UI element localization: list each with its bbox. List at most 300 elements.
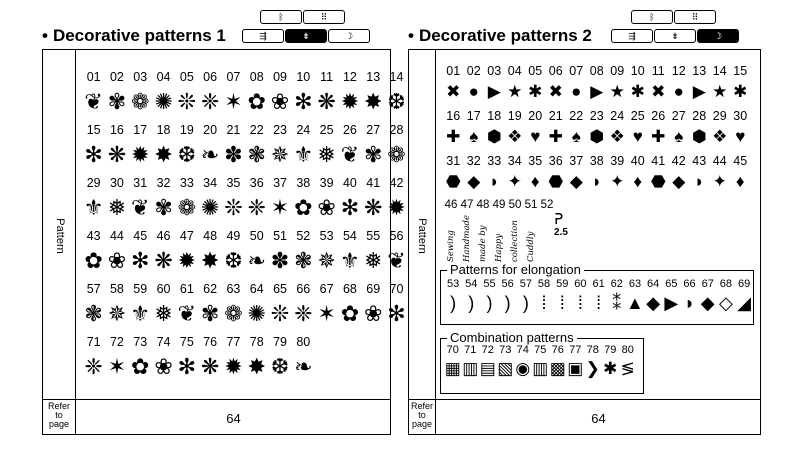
pattern-number: 44 <box>712 154 727 168</box>
pattern-number: 04 <box>156 70 171 84</box>
refer-to-page-label: Refer to page <box>410 401 433 429</box>
stitch-pattern-icon[interactable]: ✿ <box>131 353 150 379</box>
stitch-pattern-icon[interactable]: ✱ <box>733 81 748 101</box>
pattern-number: 40 <box>630 154 645 168</box>
pattern-number: 56 <box>389 229 404 243</box>
pattern-number-row <box>82 229 408 243</box>
stitch-pattern-icon[interactable]: ❋ <box>363 194 383 220</box>
stitch-pattern-icon[interactable]: ❃ <box>294 247 313 273</box>
stitch-pattern-icon[interactable]: ✶ <box>224 88 243 114</box>
stitch-pattern-icon[interactable]: ❁ <box>177 194 197 220</box>
pattern-number: 19 <box>179 123 194 137</box>
stitch-pattern-icon[interactable]: ) <box>450 292 457 313</box>
stitch-pattern-icon[interactable]: ⚜ <box>83 194 104 220</box>
elongation-title: Patterns for elongation <box>447 262 584 277</box>
stitch-pattern-icon[interactable]: ✸ <box>363 88 383 114</box>
letter-pattern-icon: ᕈ <box>554 211 564 228</box>
stitch-pattern-icon[interactable]: ✸ <box>200 247 220 273</box>
pattern-number: 51 <box>273 229 287 243</box>
pattern-number: 65 <box>665 278 678 290</box>
pattern-number: 37 <box>569 154 584 168</box>
pattern-number: 28 <box>389 123 404 137</box>
pattern-number: 38 <box>589 154 604 168</box>
mode-box-2: ⠿ <box>674 10 716 24</box>
stitch-pattern-icon[interactable]: ❦ <box>387 247 406 273</box>
pattern-number-row <box>443 64 751 78</box>
pattern-number: 43 <box>86 229 101 243</box>
pattern-number: 42 <box>671 154 686 168</box>
script-word-pattern[interactable]: Cuddly <box>526 231 536 262</box>
stitch-pattern-icon[interactable]: ❧ <box>294 353 313 379</box>
stitch-pattern-icon[interactable]: ✾ <box>107 88 127 114</box>
pattern-number: 66 <box>296 282 311 296</box>
pattern-number: 02 <box>109 70 124 84</box>
stitch-pattern-icon[interactable]: ✾ <box>154 194 173 220</box>
pattern-number: 62 <box>203 282 218 296</box>
pattern-number: 23 <box>589 109 604 123</box>
stitch-pattern-icon[interactable]: ◇ <box>718 292 733 313</box>
pattern-number: 35 <box>528 154 543 168</box>
pattern-number: 30 <box>109 176 124 190</box>
pattern-number: 59 <box>556 278 569 290</box>
stitch-pattern-icon[interactable]: ❅ <box>154 300 173 326</box>
stitch-pattern-icon[interactable]: ❃ <box>247 141 266 167</box>
stitch-pattern-icon[interactable]: ✹ <box>387 194 406 220</box>
mode-box-2: ⠿ <box>303 10 345 24</box>
stitch-pattern-icon[interactable]: ♦ <box>735 171 745 191</box>
stitch-pattern-icon[interactable]: ) <box>504 292 511 313</box>
stitch-pattern-icon[interactable]: ◗ <box>694 171 705 191</box>
pattern-number: 42 <box>389 176 404 190</box>
stitch-pattern-icon[interactable]: ✸ <box>154 141 173 167</box>
pattern-number: 51 <box>524 199 538 211</box>
stitch-pattern-icon[interactable]: ❖ <box>712 126 728 146</box>
pattern-number: 18 <box>156 123 171 137</box>
stitch-pattern-icon[interactable]: ▦ <box>444 359 461 378</box>
pattern-number: 33 <box>179 176 194 190</box>
stitch-pattern-icon[interactable]: ❆ <box>177 141 197 167</box>
pattern-number: 35 <box>226 176 241 190</box>
pattern-number-row <box>443 109 751 123</box>
pattern-number: 52 <box>296 229 311 243</box>
stitch-pattern-icon[interactable]: ✹ <box>177 247 197 273</box>
stitch-pattern-icon[interactable]: ❀ <box>363 300 383 326</box>
stitch-pattern-icon[interactable]: ❋ <box>154 247 173 273</box>
pattern-number: 59 <box>133 282 148 296</box>
pattern-number: 47 <box>179 229 194 243</box>
stitch-pattern-icon[interactable]: ✖ <box>548 81 563 101</box>
stitch-pattern-icon[interactable]: ❅ <box>317 141 336 167</box>
pattern-number: 79 <box>273 335 287 349</box>
stitch-pattern-icon[interactable]: ❀ <box>270 88 290 114</box>
stitch-pattern-icon[interactable]: ✶ <box>270 194 290 220</box>
stitch-pattern-icon[interactable]: ❈ <box>294 300 313 326</box>
pattern-number: 20 <box>528 109 543 123</box>
stitch-pattern-icon[interactable]: ▩ <box>549 359 566 378</box>
stitch-pattern-icon[interactable]: ♥ <box>735 126 746 146</box>
mode-box-4-selected: ⇟ <box>285 29 327 43</box>
stitch-pattern-icon[interactable]: ✺ <box>247 300 266 326</box>
pattern-number: 76 <box>551 344 564 356</box>
stitch-pattern-icon[interactable]: ▧ <box>497 359 514 378</box>
pattern-number: 79 <box>604 344 617 356</box>
stitch-pattern-icon[interactable]: ★ <box>507 81 523 101</box>
stitch-pattern-icon[interactable]: ✺ <box>200 194 220 220</box>
stitch-pattern-icon[interactable]: ✻ <box>131 247 150 273</box>
pattern-number: 23 <box>273 123 287 137</box>
stitch-pattern-icon[interactable]: ✿ <box>247 88 266 114</box>
pattern-number: 27 <box>671 109 686 123</box>
pattern-number: 17 <box>466 109 481 123</box>
pattern-number: 32 <box>466 154 481 168</box>
stitch-pattern-icon[interactable]: ✿ <box>340 300 360 326</box>
pattern-number: 30 <box>733 109 748 123</box>
stitch-pattern-icon[interactable]: ❀ <box>317 194 336 220</box>
stitch-pattern-icon[interactable]: ⬣ <box>650 171 666 191</box>
stitch-pattern-icon[interactable]: ● <box>673 81 684 101</box>
pattern-number: 05 <box>528 64 543 78</box>
pattern-number: 68 <box>719 278 733 290</box>
stitch-pattern-icon[interactable]: ✚ <box>446 126 461 146</box>
stitch-pattern-icon[interactable]: ◆ <box>700 292 715 313</box>
stitch-pattern-icon[interactable]: ❦ <box>84 88 103 114</box>
table-divider <box>43 399 390 400</box>
stitch-pattern-icon[interactable]: ◢ <box>737 292 752 313</box>
stitch-pattern-icon[interactable]: ▶ <box>692 81 706 101</box>
stitch-pattern-icon[interactable]: ♠ <box>469 126 479 146</box>
stitch-pattern-icon[interactable]: ❖ <box>609 126 625 146</box>
stitch-pattern-icon[interactable]: ✚ <box>548 126 563 146</box>
stitch-pattern-icon[interactable]: ⁞ <box>577 292 583 313</box>
stitch-pattern-icon[interactable]: ✚ <box>651 126 666 146</box>
stitch-pattern-icon[interactable]: ⚜ <box>130 300 151 326</box>
stitch-pattern-icon[interactable]: ✱ <box>528 81 543 101</box>
pattern-number: 24 <box>296 123 311 137</box>
pattern-number: 03 <box>133 70 148 84</box>
pattern-number: 08 <box>249 70 264 84</box>
stitch-pattern-icon[interactable]: ✵ <box>107 300 127 326</box>
pattern-icon-row <box>444 291 753 315</box>
pattern-number: 11 <box>320 70 334 84</box>
pattern-number: 21 <box>548 109 563 123</box>
stitch-pattern-icon[interactable]: ⁑ <box>612 292 622 313</box>
pattern-number: 45 <box>133 229 148 243</box>
pattern-number: 09 <box>273 70 287 84</box>
pattern-number: 73 <box>499 344 512 356</box>
stitch-pattern-icon[interactable]: ◗ <box>489 171 500 191</box>
stitch-pattern-icon[interactable]: ⚜ <box>293 141 314 167</box>
pattern-number: 07 <box>569 64 584 78</box>
pattern-number: 78 <box>249 335 264 349</box>
table-divider <box>75 50 76 434</box>
refer-page-number: 64 <box>591 411 606 426</box>
stitch-pattern-icon[interactable]: ✦ <box>712 171 727 191</box>
stitch-pattern-icon[interactable]: ✖ <box>446 81 461 101</box>
stitch-pattern-icon[interactable]: ❈ <box>84 353 103 379</box>
pattern-number: 13 <box>692 64 707 78</box>
stitch-pattern-icon[interactable]: ▶ <box>487 81 501 101</box>
stitch-pattern-icon[interactable]: ❁ <box>387 141 406 167</box>
pattern-number: 50 <box>249 229 264 243</box>
stitch-pattern-icon[interactable]: ✽ <box>270 247 290 273</box>
pattern-number: 56 <box>501 278 514 290</box>
stitch-pattern-icon[interactable]: ❃ <box>84 300 103 326</box>
stitch-pattern-icon[interactable]: ✵ <box>317 247 336 273</box>
stitch-pattern-icon[interactable]: ❖ <box>507 126 523 146</box>
panel-title-text: Decorative patterns 1 <box>52 26 226 45</box>
pattern-icon-row <box>82 349 315 384</box>
pattern-number-row <box>82 282 408 296</box>
stitch-pattern-icon[interactable]: ✸ <box>247 353 266 379</box>
stitch-pattern-icon[interactable]: ❦ <box>131 194 150 220</box>
stitch-pattern-icon[interactable]: ◆ <box>467 171 481 191</box>
stitch-pattern-icon[interactable]: ♦ <box>530 171 540 191</box>
stitch-pattern-icon[interactable]: ◆ <box>569 171 583 191</box>
script-word-pattern[interactable]: Sewing <box>446 230 456 262</box>
pattern-number: 54 <box>342 229 357 243</box>
stitch-pattern-icon[interactable]: ★ <box>712 81 728 101</box>
stitch-pattern-icon[interactable]: ≶ <box>620 359 635 378</box>
pattern-number: 47 <box>460 199 474 211</box>
stitch-pattern-icon[interactable]: ❧ <box>200 141 220 167</box>
script-word-pattern[interactable]: Handmade <box>462 215 472 262</box>
pattern-number: 07 <box>226 70 241 84</box>
script-word-pattern[interactable]: collection <box>510 220 520 262</box>
pattern-number: 34 <box>507 154 522 168</box>
stitch-pattern-icon[interactable]: ❦ <box>340 141 360 167</box>
pattern-number: 72 <box>481 344 494 356</box>
pattern-number: 71 <box>86 335 101 349</box>
stitch-pattern-icon[interactable]: ❆ <box>387 88 406 114</box>
script-word-pattern[interactable]: made by <box>478 225 488 262</box>
pattern-number: 33 <box>487 154 502 168</box>
stitch-pattern-icon[interactable]: ✻ <box>294 88 313 114</box>
pattern-number: 26 <box>342 123 357 137</box>
stitch-pattern-icon[interactable]: ⬢ <box>486 126 502 146</box>
stitch-pattern-icon[interactable]: ⁞ <box>559 292 565 313</box>
stitch-pattern-icon[interactable]: ❊ <box>270 300 290 326</box>
stitch-pattern-icon[interactable]: ❊ <box>177 88 197 114</box>
stitch-pattern-icon[interactable]: ♦ <box>633 171 643 191</box>
size-label: 2.5 <box>554 227 568 238</box>
stitch-pattern-icon[interactable]: ▣ <box>567 359 584 378</box>
pattern-number: 48 <box>203 229 218 243</box>
stitch-pattern-icon[interactable]: ❈ <box>200 88 220 114</box>
stitch-pattern-icon[interactable]: ✱ <box>603 359 618 378</box>
stitch-pattern-icon[interactable]: ✾ <box>200 300 220 326</box>
stitch-pattern-icon[interactable]: ❯ <box>585 359 600 378</box>
stitch-pattern-icon[interactable]: ✹ <box>224 353 243 379</box>
pattern-number: 01 <box>86 70 101 84</box>
stitch-pattern-icon[interactable]: ❊ <box>224 194 243 220</box>
stitch-pattern-icon[interactable]: ❅ <box>363 247 383 273</box>
stitch-pattern-icon[interactable]: ) <box>486 292 493 313</box>
pattern-number: 74 <box>156 335 171 349</box>
stitch-pattern-icon[interactable]: ⬢ <box>589 126 605 146</box>
stitch-pattern-icon[interactable]: ❋ <box>107 141 127 167</box>
stitch-pattern-icon[interactable]: ▶ <box>664 292 679 313</box>
stitch-pattern-icon[interactable]: ✾ <box>363 141 383 167</box>
stitch-pattern-icon[interactable]: ❀ <box>107 247 127 273</box>
stitch-pattern-icon[interactable]: ❦ <box>177 300 197 326</box>
stitch-pattern-icon[interactable]: ✿ <box>294 194 313 220</box>
pattern-number: 21 <box>226 123 241 137</box>
stitch-pattern-icon[interactable]: ♥ <box>632 126 643 146</box>
pattern-number: 04 <box>507 64 522 78</box>
pattern-number: 15 <box>86 123 101 137</box>
stitch-pattern-icon[interactable]: ❅ <box>107 194 127 220</box>
side-label-pattern: Pattern <box>416 218 428 254</box>
stitch-pattern-icon[interactable]: ◆ <box>646 292 661 313</box>
stitch-pattern-icon[interactable]: ) <box>468 292 475 313</box>
pattern-number: 14 <box>712 64 727 78</box>
pattern-number-row <box>82 123 408 137</box>
pattern-number: 41 <box>366 176 381 190</box>
pattern-number: 52 <box>540 199 554 211</box>
stitch-pattern-icon[interactable]: ✿ <box>84 247 103 273</box>
pattern-number-row <box>444 344 637 356</box>
stitch-pattern-icon[interactable]: ● <box>571 81 582 101</box>
pattern-number: 29 <box>86 176 101 190</box>
pattern-number: 10 <box>296 70 311 84</box>
pattern-number: 60 <box>574 278 587 290</box>
pattern-number: 36 <box>548 154 563 168</box>
stitch-pattern-icon[interactable]: ❈ <box>247 194 266 220</box>
stitch-pattern-icon[interactable]: ✶ <box>317 300 336 326</box>
pattern-number: 13 <box>366 70 381 84</box>
pattern-number: 71 <box>464 344 477 356</box>
stitch-pattern-icon[interactable]: ✻ <box>177 353 197 379</box>
stitch-pattern-icon[interactable]: ✻ <box>340 194 360 220</box>
stitch-pattern-icon[interactable]: ♠ <box>674 126 684 146</box>
script-word-pattern[interactable]: Happy <box>494 233 504 262</box>
stitch-pattern-icon[interactable]: ⁞ <box>541 292 547 313</box>
pattern-number: 12 <box>671 64 686 78</box>
stitch-pattern-icon[interactable]: ❋ <box>200 353 220 379</box>
pattern-number: 50 <box>508 199 522 211</box>
stitch-pattern-icon[interactable]: ❆ <box>224 247 243 273</box>
pattern-number: 08 <box>589 64 604 78</box>
pattern-number: 39 <box>610 154 625 168</box>
pattern-number: 31 <box>446 154 461 168</box>
pattern-number: 11 <box>651 64 665 78</box>
pattern-number: 49 <box>226 229 241 243</box>
pattern-number: 58 <box>537 278 551 290</box>
pattern-number: 62 <box>610 278 623 290</box>
pattern-number: 65 <box>273 282 287 296</box>
pattern-number: 73 <box>133 335 148 349</box>
refer-page-number: 64 <box>226 411 241 426</box>
stitch-pattern-icon[interactable]: ✵ <box>270 141 290 167</box>
pattern-number: 31 <box>133 176 148 190</box>
pattern-number: 45 <box>733 154 748 168</box>
pattern-number: 02 <box>466 64 481 78</box>
pattern-number: 36 <box>249 176 264 190</box>
pattern-icon-row <box>443 168 751 195</box>
stitch-pattern-icon[interactable]: ◗ <box>591 171 602 191</box>
pattern-number: 77 <box>226 335 241 349</box>
pattern-number: 75 <box>179 335 194 349</box>
stitch-pattern-icon[interactable]: ▶ <box>590 81 604 101</box>
pattern-number: 80 <box>296 335 311 349</box>
stitch-pattern-icon[interactable]: ▥ <box>462 359 479 378</box>
stitch-pattern-icon[interactable]: ❆ <box>270 353 290 379</box>
pattern-number: 37 <box>273 176 287 190</box>
stitch-pattern-icon[interactable]: ❧ <box>247 247 266 273</box>
pattern-number: 16 <box>446 109 461 123</box>
stitch-pattern-icon[interactable]: ✦ <box>610 171 625 191</box>
mode-box-3: ⇶ <box>242 29 284 43</box>
stitch-pattern-icon[interactable]: ▤ <box>479 359 496 378</box>
pattern-number: 48 <box>476 199 490 211</box>
pattern-number: 22 <box>249 123 264 137</box>
pattern-number: 77 <box>569 344 582 356</box>
pattern-number: 28 <box>692 109 707 123</box>
stitch-pattern-icon[interactable]: ✖ <box>651 81 666 101</box>
stitch-pattern-icon[interactable]: ◉ <box>515 359 531 378</box>
pattern-number-row <box>82 335 315 349</box>
stitch-pattern-icon[interactable]: ★ <box>609 81 625 101</box>
pattern-number: 10 <box>630 64 645 78</box>
stitch-pattern-icon[interactable]: ● <box>468 81 479 101</box>
pattern-number: 49 <box>492 199 506 211</box>
stitch-pattern-icon[interactable]: ❁ <box>224 300 243 326</box>
pattern-number-row <box>443 154 751 168</box>
stitch-pattern-icon[interactable]: ✻ <box>84 141 103 167</box>
pattern-number: 19 <box>507 109 522 123</box>
stitch-pattern-icon[interactable]: ✽ <box>224 141 243 167</box>
pattern-number: 64 <box>249 282 264 296</box>
stitch-pattern-icon[interactable]: ) <box>522 292 529 313</box>
panel-title <box>42 26 226 46</box>
pattern-number: 80 <box>621 344 634 356</box>
pattern-number: 74 <box>516 344 529 356</box>
stitch-pattern-icon[interactable]: ⬣ <box>445 171 461 191</box>
stitch-pattern-icon[interactable]: ⁞ <box>596 292 602 313</box>
stitch-pattern-icon[interactable]: ▲ <box>626 292 644 313</box>
stitch-pattern-icon[interactable]: ♠ <box>571 126 581 146</box>
stitch-pattern-icon[interactable]: ✺ <box>154 88 173 114</box>
stitch-pattern-icon[interactable]: ❀ <box>154 353 173 379</box>
stitch-pattern-icon[interactable]: ⬣ <box>548 171 564 191</box>
stitch-pattern-icon[interactable]: ◗ <box>684 292 695 313</box>
pattern-icon-row <box>443 78 751 105</box>
stitch-pattern-icon[interactable]: ⬢ <box>691 126 707 146</box>
pattern-number: 63 <box>226 282 241 296</box>
stitch-pattern-icon[interactable]: ✱ <box>630 81 645 101</box>
stitch-pattern-icon[interactable]: ✦ <box>507 171 522 191</box>
stitch-pattern-icon[interactable]: ✹ <box>340 88 360 114</box>
stitch-pattern-icon[interactable]: ⚜ <box>340 247 360 273</box>
stitch-pattern-icon[interactable]: ❋ <box>317 88 336 114</box>
pattern-number: 68 <box>342 282 357 296</box>
pattern-icon-row <box>82 84 408 119</box>
stitch-pattern-icon[interactable]: ✶ <box>107 353 127 379</box>
pattern-number: 69 <box>366 282 381 296</box>
stitch-pattern-icon[interactable]: ♥ <box>530 126 541 146</box>
stitch-pattern-icon[interactable]: ❁ <box>131 88 150 114</box>
stitch-pattern-icon[interactable]: ▥ <box>532 359 549 378</box>
pattern-number-row <box>443 199 555 211</box>
stitch-pattern-icon[interactable]: ✻ <box>387 300 406 326</box>
pattern-number: 72 <box>109 335 124 349</box>
stitch-pattern-icon[interactable]: ✹ <box>131 141 150 167</box>
pattern-number: 25 <box>630 109 645 123</box>
mode-box-3: ⇶ <box>611 29 653 43</box>
stitch-pattern-icon[interactable]: ◆ <box>672 171 686 191</box>
pattern-number: 34 <box>203 176 218 190</box>
pattern-number: 54 <box>465 278 478 290</box>
